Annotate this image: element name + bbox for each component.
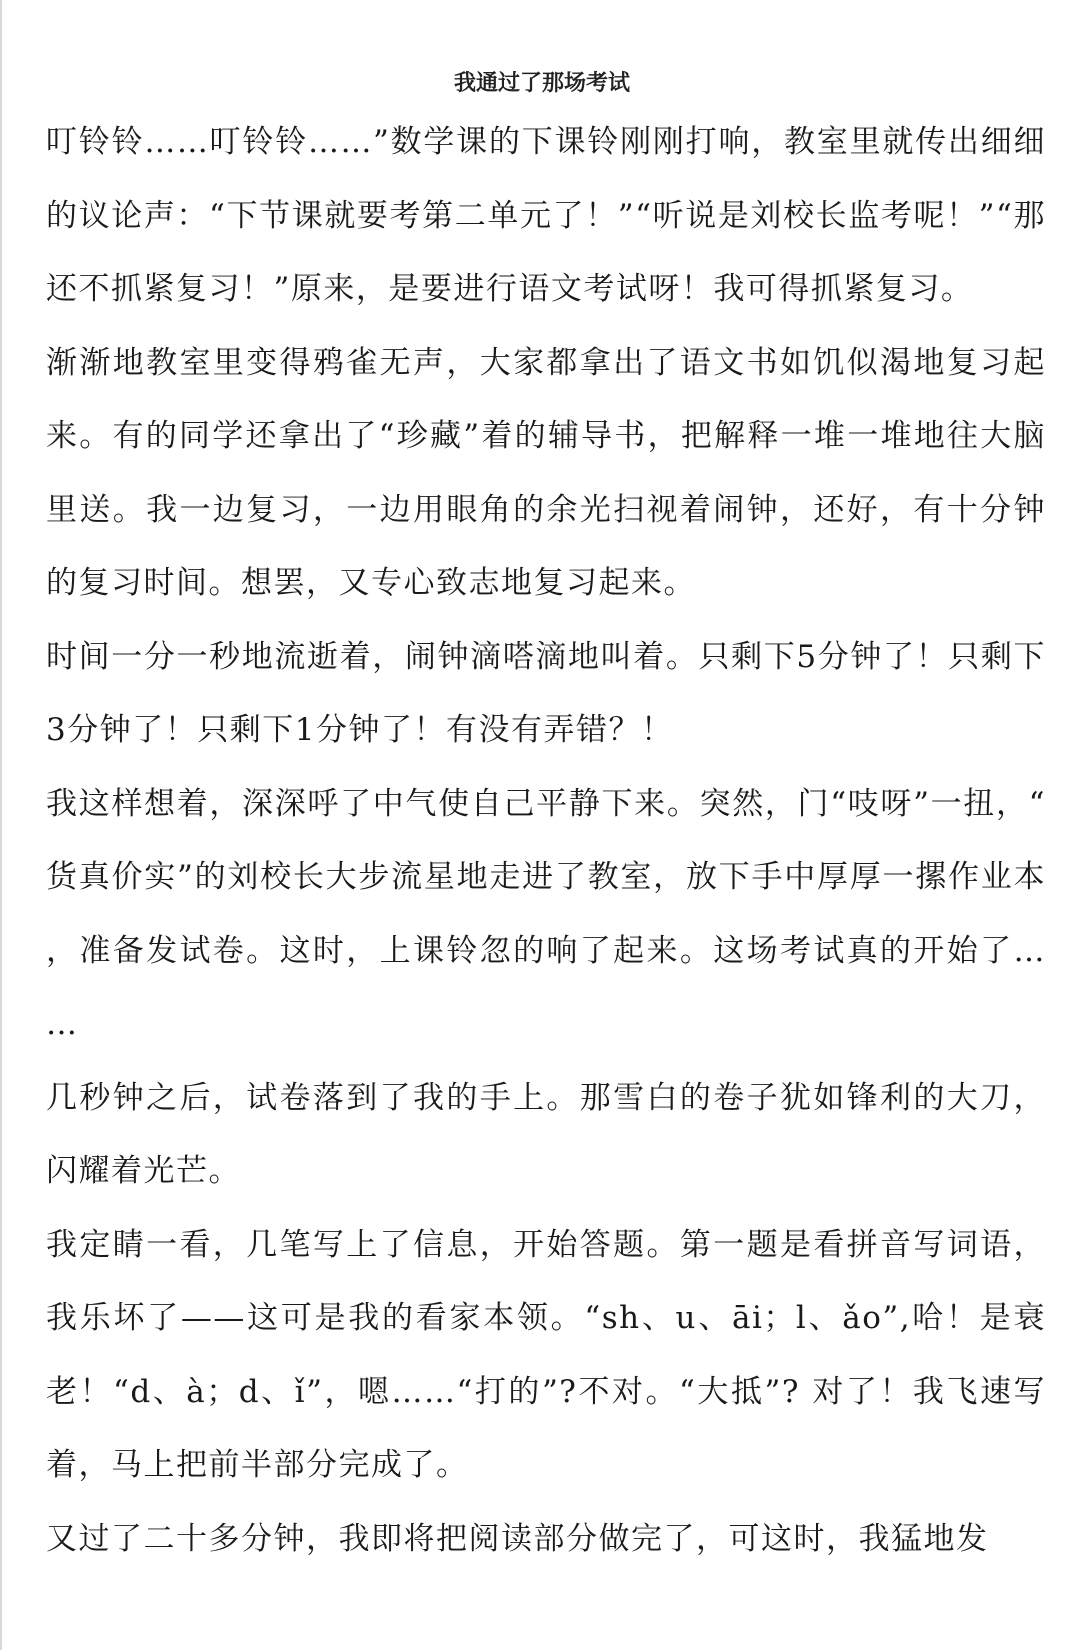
paragraph: 几秒钟之后，试卷落到了我的手上。那雪白的卷子犹如锋利的大刀，闪耀着光芒。 — [46, 1079, 1046, 1189]
paragraph: 时间一分一秒地流逝着，闹钟滴嗒滴地叫着。只剩下5分钟了！只剩下3分钟了！只剩下1分钟了！有没有弄错？！ — [46, 638, 1046, 748]
paragraph: 又过了二十多分钟，我即将把阅读部分做完了，可这时，我猛地发 — [46, 1520, 989, 1557]
paragraph: 我这样想着，深深呼了中气使自己平静下来。突然，门“吱呀”一扭，“货真价实”的刘校长大步流星地走进了教室，放下手中厚厚一摞作业本，准备发试卷。这时，上课铃忽的响了起来。这场考试真的开始了…… — [46, 785, 1046, 1042]
paragraph: 我定睛一看，几笔写上了信息，开始答题。第一题是看拼音写词语，我乐坏了——这可是我的看家本领。“sh、u、āi；l、ǎo”,哈！是衰老！“d、à；d、ǐ”，嗯……“打的”?不对。“大抵”? 对了！我飞速写着，马上把前半部分完成了。 — [46, 1226, 1046, 1483]
paragraph: 渐渐地教室里变得鸦雀无声，大家都拿出了语文书如饥似渴地复习起来。有的同学还拿出了“珍藏”着的辅导书，把解释一堆一堆地往大脑里送。我一边复习，一边用眼角的余光扫视着闹钟，还好，有十分钟的复习时间。想罢，又专心致志地复习起来。 — [46, 344, 1046, 601]
paragraph: 叮铃铃……叮铃铃……”数学课的下课铃刚刚打响，教室里就传出细细的议论声：“下节课就要考第二单元了！”“听说是刘校长监考呢！”“那还不抓紧复习！”原来，是要进行语文考试呀！我可得抓紧复习。 — [46, 124, 1046, 307]
document-body — [46, 106, 1046, 1576]
document-title: 我通过了那场考试 — [453, 70, 630, 96]
